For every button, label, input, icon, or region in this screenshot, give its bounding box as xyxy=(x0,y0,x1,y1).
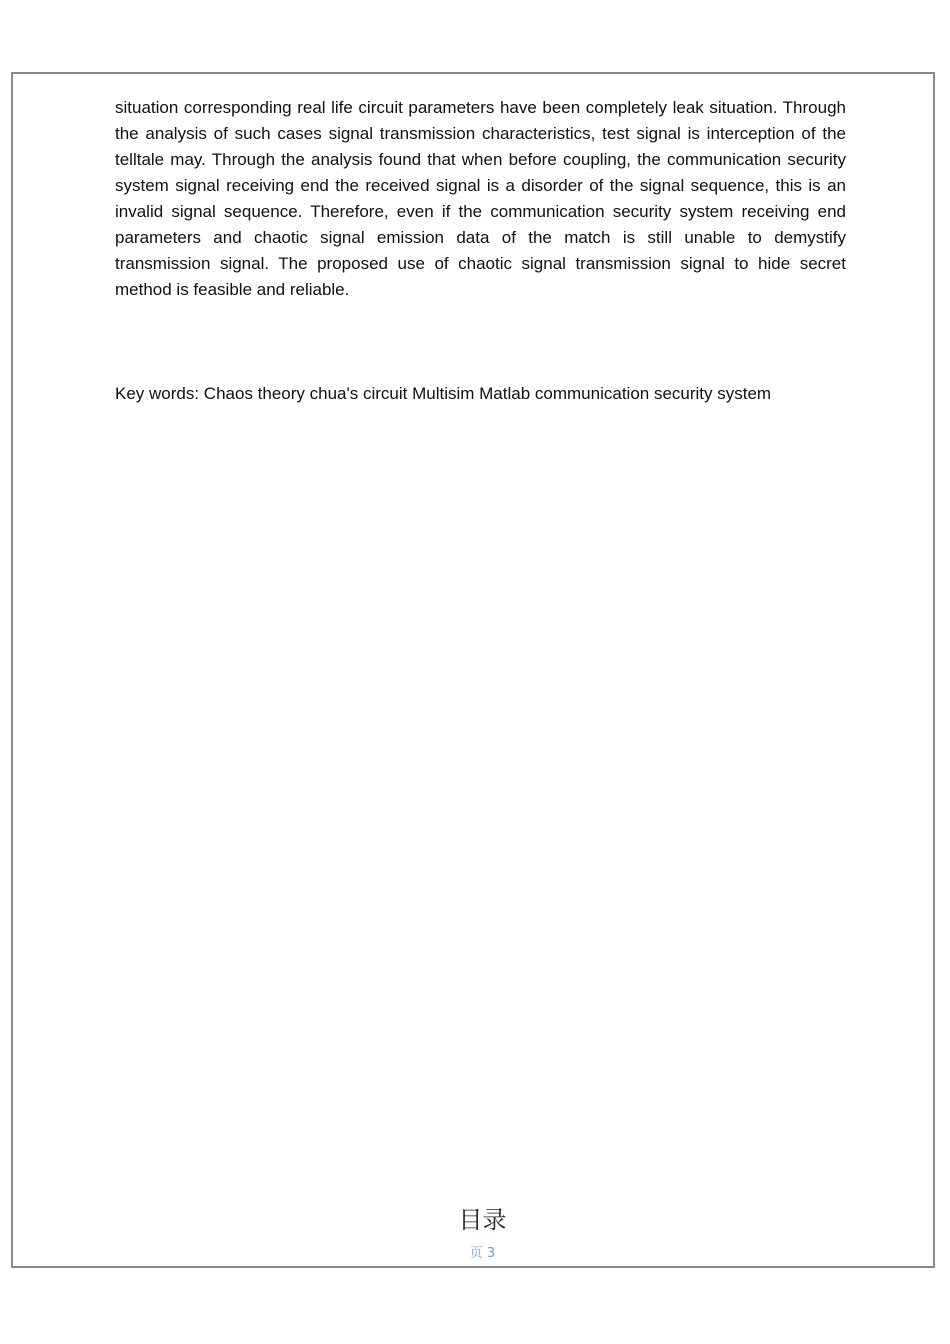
page-number: 页 3 xyxy=(469,1246,496,1261)
abstract-paragraph: situation corresponding real life circuit parameters have been completely leak situation. Through the analysis of such cases signal transmission characteristics, test signal is interception of the telltale may. Through the analysis found that when before coupling, the communication security system signal receiving end the received signal is a disorder of the signal sequence, this is an invalid signal sequence. Therefore, even if the communication security system receiving end parameters and chaotic signal emission data of the match is still unable to demystify transmission signal. The proposed use of chaotic signal transmission signal to hide secret method is feasible and reliable. xyxy=(115,98,846,299)
toc-heading: 目录 xyxy=(458,1206,507,1234)
keywords-line: Key words: Chaos theory chua's circuit Multisim Matlab communication security system xyxy=(115,384,772,403)
